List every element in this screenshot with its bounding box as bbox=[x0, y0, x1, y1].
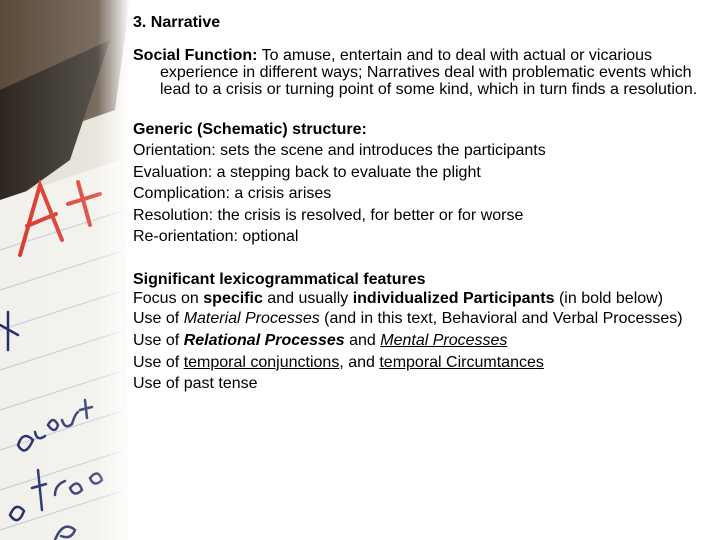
feature-item: Use of past tense bbox=[133, 375, 258, 392]
structure-item: Re-orientation: optional bbox=[133, 228, 299, 245]
feature-item: Use of temporal conjunctions, and temporal Circumtances bbox=[133, 353, 544, 371]
structure-item: Orientation: sets the scene and introduces the participants bbox=[133, 142, 546, 159]
feature-item: Use of Relational Processes and Mental Processes bbox=[133, 332, 508, 349]
generic-structure-heading: Generic (Schematic) structure: bbox=[133, 120, 367, 138]
background-photo bbox=[0, 0, 130, 540]
social-function-label: Social Function: bbox=[133, 46, 258, 64]
feature-item: Focus on specific and usually individualized Participants (in bold below) bbox=[133, 290, 664, 307]
social-function-text: To amuse, entertain and to deal with actual or vicarious experience in different ways; Narratives deal with problematic events which lead to a crisis or turning point of some kind, which in turn finds a resolution. bbox=[160, 46, 698, 98]
social-function-paragraph bbox=[133, 47, 713, 98]
structure-item: Resolution: the crisis is resolved, for better or for worse bbox=[133, 206, 524, 224]
structure-item: Complication: a crisis arises bbox=[133, 185, 332, 202]
slide-title: 3. Narrative bbox=[133, 14, 221, 31]
structure-item: Evaluation: a stepping back to evaluate the plight bbox=[133, 163, 481, 181]
lexicogrammatical-heading: Significant lexicogrammatical features bbox=[133, 270, 426, 288]
slide-content bbox=[133, 12, 713, 395]
feature-item: Use of Material Processes (and in this text, Behavioral and Verbal Processes) bbox=[133, 310, 683, 327]
